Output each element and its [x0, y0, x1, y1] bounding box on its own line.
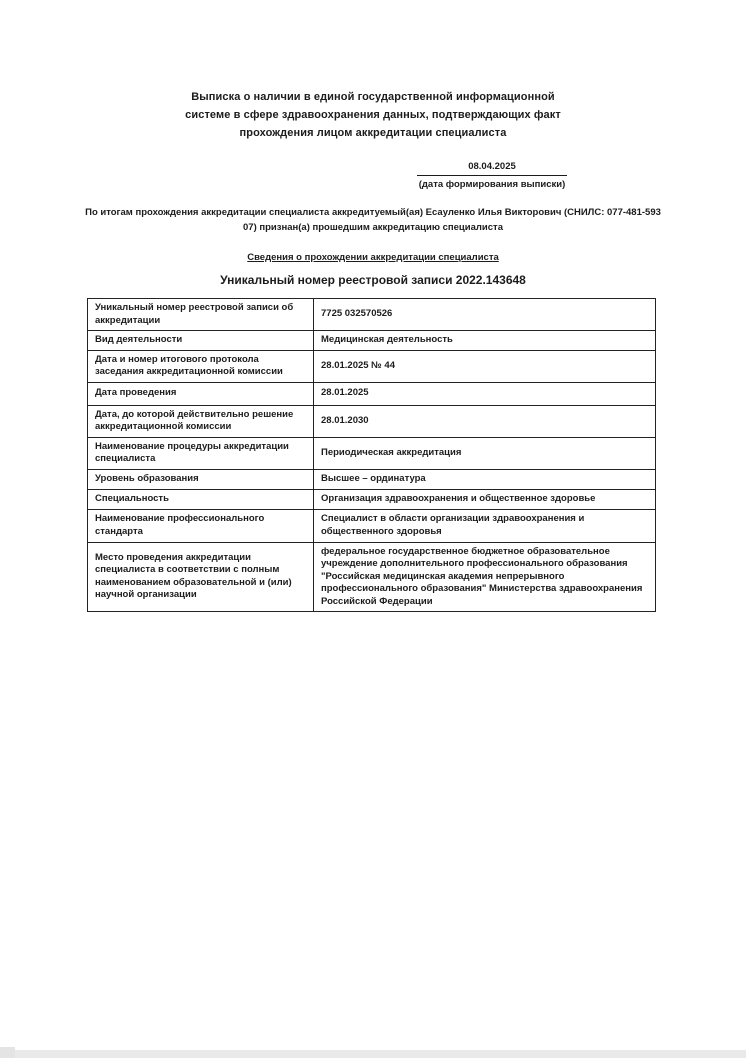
table-row	[88, 299, 656, 331]
extract-date-caption: (дата формирования выписки)	[418, 179, 566, 190]
field-label: Наименование профессионального стандарта	[88, 509, 314, 542]
table-row	[88, 489, 656, 509]
table-row	[88, 382, 656, 405]
table-row	[88, 437, 656, 469]
table-row	[88, 331, 656, 351]
field-label: Дата, до которой действительно решение аккредитационной комиссии	[88, 405, 314, 437]
bottom-edge-strip	[0, 1050, 746, 1058]
field-value: Организация здравоохранения и общественное здоровье	[314, 489, 656, 509]
field-value: Периодическая аккредитация	[314, 437, 656, 469]
field-label: Дата проведения	[88, 382, 314, 405]
document-title-line: прохождения лицом аккредитации специалиста	[239, 127, 507, 139]
table-row	[88, 350, 656, 382]
extract-date-block	[417, 160, 567, 191]
registry-number-heading: Уникальный номер реестровой записи 2022.143648	[220, 273, 526, 287]
table-row	[88, 542, 656, 612]
field-value: 7725 032570526	[314, 299, 656, 331]
field-value: федеральное государственное бюджетное образовательное учреждение дополнительного профессионального образования "Российская медицинская академия непрерывного профессионального образования" Министерства здравоохранения Российской Федерации	[314, 542, 656, 612]
field-label: Вид деятельности	[88, 331, 314, 351]
table-row	[88, 509, 656, 542]
intro-paragraph: По итогам прохождения аккредитации специалиста аккредитуемый(ая) Есауленко Илья Викторович (СНИЛС: 077-481-593 07) признан(а) прошедшим аккредитацию специалиста	[85, 207, 661, 233]
field-value: Высшее – ординатура	[314, 469, 656, 489]
field-label: Дата и номер итогового протокола заседания аккредитационной комиссии	[88, 350, 314, 382]
section-heading: Сведения о прохождении аккредитации специалиста	[247, 252, 499, 263]
extract-date-value: 08.04.2025	[417, 160, 567, 176]
field-label: Специальность	[88, 489, 314, 509]
field-value: Медицинская деятельность	[314, 331, 656, 351]
document-title	[0, 88, 746, 142]
field-value: 28.01.2025 № 44	[314, 350, 656, 382]
field-label: Наименование процедуры аккредитации специалиста	[88, 437, 314, 469]
table-row	[88, 469, 656, 489]
field-value: 28.01.2030	[314, 405, 656, 437]
field-value: Специалист в области организации здравоохранения и общественного здоровья	[314, 509, 656, 542]
bottom-edge-strip-corner	[0, 1047, 15, 1058]
accreditation-table	[87, 298, 656, 612]
field-label: Место проведения аккредитации специалиста в соответствии с полным наименованием образовательной и (или) научной организации	[88, 542, 314, 612]
field-label: Уровень образования	[88, 469, 314, 489]
table-row	[88, 405, 656, 437]
field-label: Уникальный номер реестровой записи об аккредитации	[88, 299, 314, 331]
document-title-line: Выписка о наличии в единой государственной информационной	[191, 91, 555, 103]
field-value: 28.01.2025	[314, 382, 656, 405]
document-title-line: системе в сфере здравоохранения данных, подтверждающих факт	[185, 109, 561, 121]
